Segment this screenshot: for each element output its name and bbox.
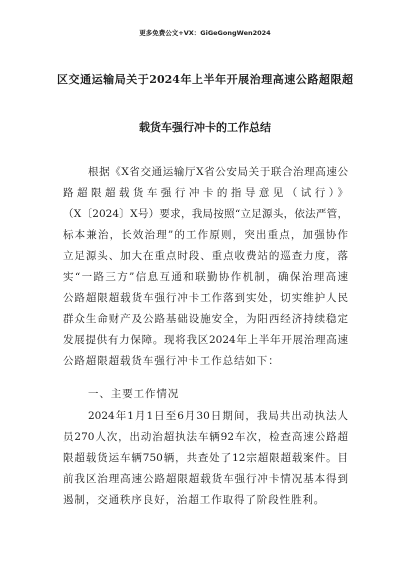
intro-paragraph [63,162,348,372]
document-title-line-1: 区交通运输局关于2024年上半年开展治理高速公路超限超 [57,73,353,86]
section-heading: 一、主要工作情况 [88,388,180,400]
paragraph-line: 限超载货运车辆750辆，共查处了12宗超限超载案件。目 [63,452,348,464]
document-title-line-2: 载货车强行冲卡的工作总结 [139,121,271,134]
paragraph-line: 2024年1月1日至6月30日期间，我局共出动执法人 [88,410,348,422]
section-1-paragraph [63,406,348,511]
paragraph-line: 立足源头、加大在重点时段、重点收费站的巡查力度，落 [63,250,348,262]
paragraph-line: 公路超限超载货车强行冲卡工作落到实处，切实维护人民 [63,292,348,304]
promo-header-note: 更多免费公文+VX：GiGeGongWen2024 [139,29,271,37]
paragraph-line: 遏制，交通秩序良好，治超工作取得了阶段性胜利。 [63,494,326,506]
paragraph-line: （X〔2024〕X号）要求，我局按照“立足源头，依法严管， [63,208,348,220]
paragraph-line: 员270人次，出动治超执法车辆92车次，检查高速公路超 [63,431,348,443]
paragraph-line: 群众生命财产及公路基础设施安全，为阳西经济持续稳定 [63,313,348,325]
paragraph-line: 实“一路三方”信息互通和联勤协作机制，确保治理高速 [63,271,348,283]
paragraph-line: 公路超限超载货车强行冲卡工作总结如下： [63,355,280,367]
paragraph-line: 标本兼治，长效治理”的工作原则，突出重点，加强协作 [63,229,348,241]
paragraph-line: 路超限超载货车强行冲卡的指导意见（试行）》 [63,187,348,199]
paragraph-line: 前我区治理高速公路超限超载货车强行冲卡情况基本得到 [63,473,348,485]
paragraph-line: 根据《X省交通运输厅X省公安局关于联合治理高速公 [88,166,348,178]
paragraph-line: 发展提供有力保障。现将我区2024年上半年开展治理高速 [63,334,348,346]
